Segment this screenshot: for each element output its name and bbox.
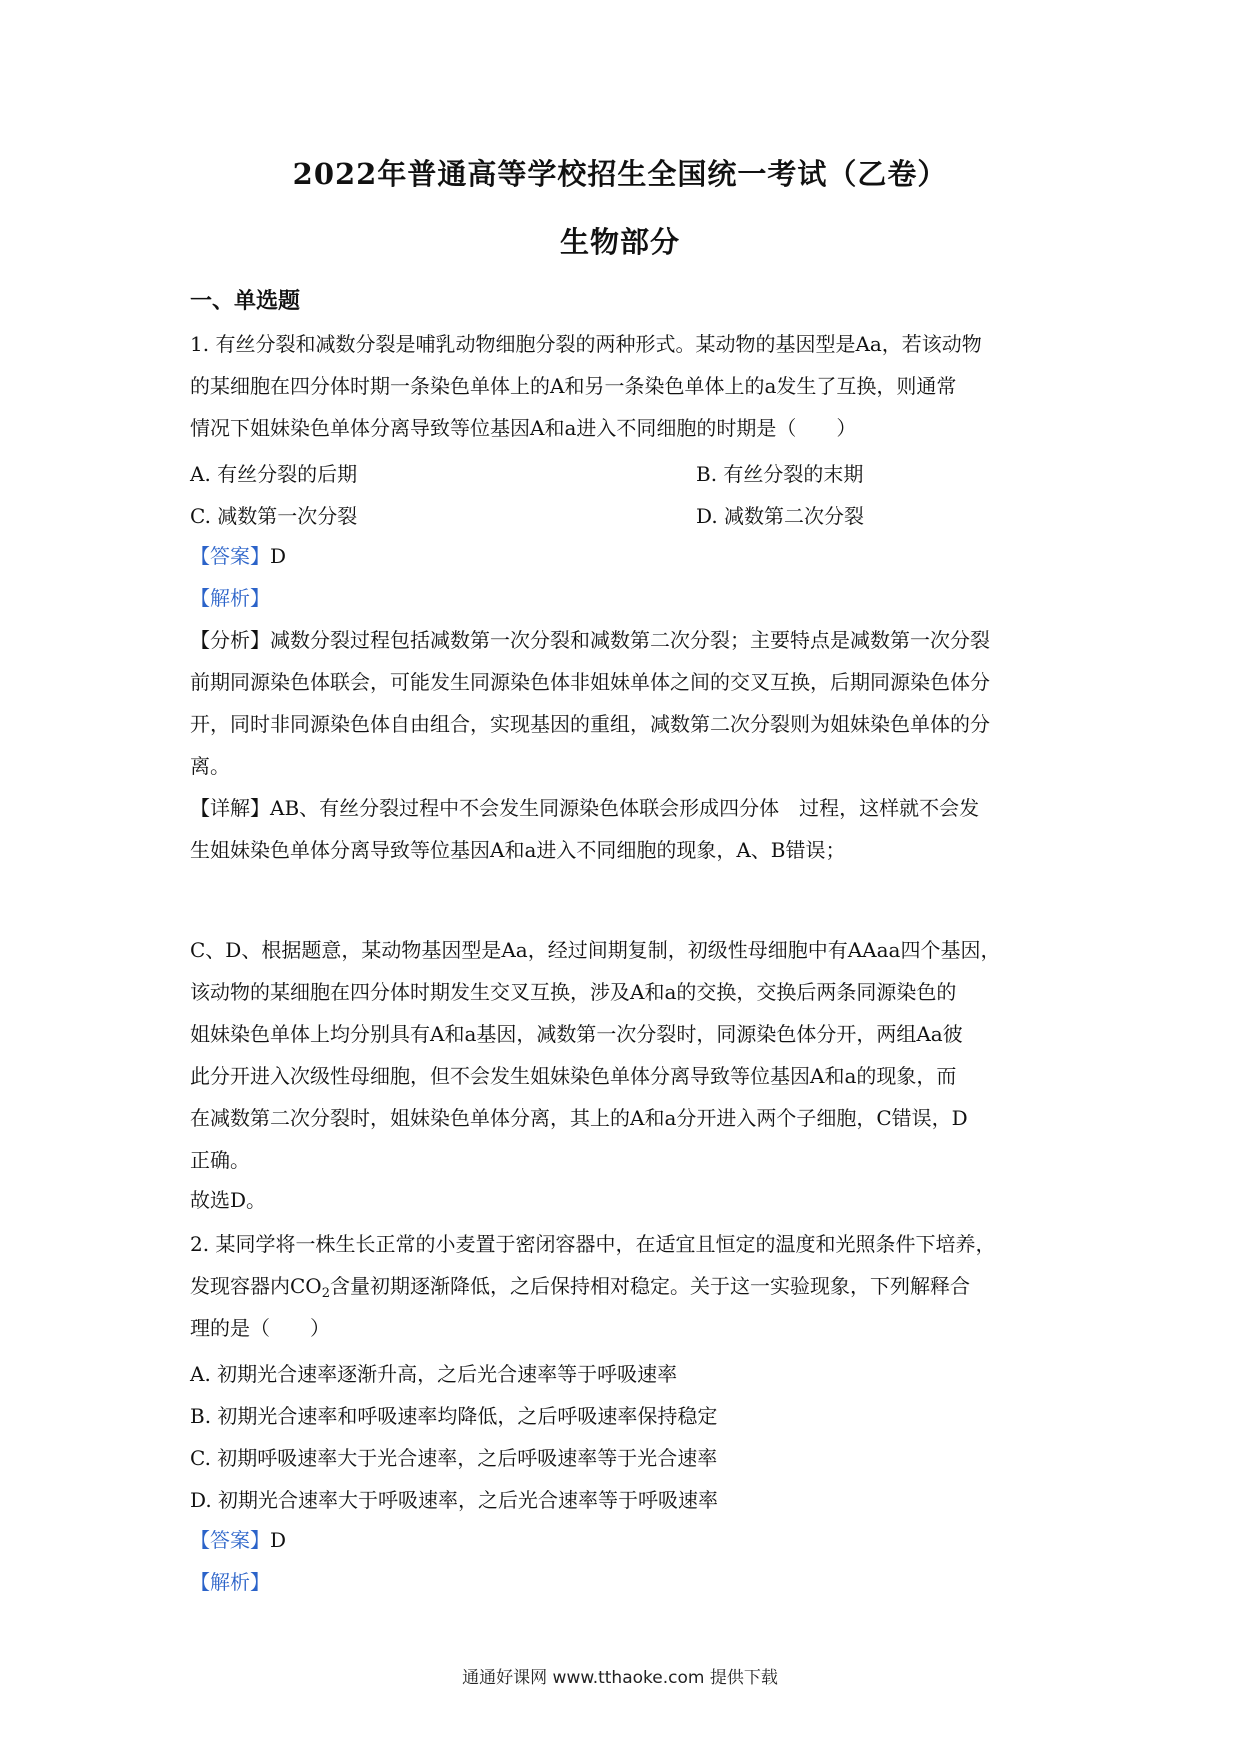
- analysis-tag: 【解析】: [190, 586, 270, 610]
- q1-conclusion: 故选D。: [190, 1188, 267, 1212]
- q2-option-a: A. 初期光合速率逐渐升高，之后光合速率等于呼吸速率: [190, 1362, 678, 1386]
- q2-stem-line-3: 理的是（ ）: [190, 1316, 330, 1340]
- q1-option-a: A. 有丝分裂的后期: [190, 462, 358, 486]
- q1-xiangjie-line-2: 生姐妹染色单体分离导致等位基因A和a进入不同细胞的现象，A、B错误；: [190, 838, 846, 862]
- q2-analysis-tag: [190, 1568, 270, 1596]
- co2-subscript: 2: [321, 1286, 330, 1301]
- q1-fenxi-line-3: 开，同时非同源染色体自由组合，实现基因的重组，减数第二次分裂则为姐妹染色单体的分: [190, 712, 990, 736]
- section-heading: 一、单选题: [190, 288, 301, 314]
- q1-fenxi-line-1: [190, 626, 990, 654]
- answer-tag: 【答案】: [190, 1528, 270, 1552]
- answer-value: D: [270, 1528, 287, 1552]
- q1-cd-line-5: 在减数第二次分裂时，姐妹染色单体分离，其上的A和a分开进入两个子细胞，C错误，D: [190, 1106, 968, 1130]
- q2-option-d: D. 初期光合速率大于呼吸速率，之后光合速率等于呼吸速率: [190, 1488, 719, 1512]
- q1-analysis-tag: [190, 584, 270, 612]
- q1-cd-line-4: 此分开进入次级性母细胞，但不会发生姐妹染色单体分离导致等位基因A和a的现象，而: [190, 1064, 957, 1088]
- q1-option-b: B. 有丝分裂的末期: [696, 462, 864, 486]
- fenxi-text: 减数分裂过程包括减数第一次分裂和减数第二次分裂；主要特点是减数第一次分裂: [270, 628, 990, 652]
- page-footer: 通通好课网 www.tthaoke.com 提供下载: [462, 1668, 778, 1688]
- exam-title: 2022年普通高等学校招生全国统一考试（乙卷）: [292, 157, 948, 191]
- q2-option-c: C. 初期呼吸速率大于光合速率，之后呼吸速率等于光合速率: [190, 1446, 718, 1470]
- q2-stem-line-2-pre: 发现容器内CO: [190, 1274, 322, 1298]
- analysis-tag: 【解析】: [190, 1570, 270, 1594]
- q1-option-c: C. 减数第一次分裂: [190, 504, 358, 528]
- q2-stem-line-2-post: 含量初期逐渐降低，之后保持相对稳定。关于这一实验现象，下列解释合: [329, 1274, 970, 1298]
- q1-fenxi-line-4: 离。: [190, 754, 230, 778]
- q1-cd-line-3: 姐妹染色单体上均分别具有A和a基因，减数第一次分裂时，同源染色体分开，两组Aa彼: [190, 1022, 963, 1046]
- q2-stem-line-1: 2. 某同学将一株生长正常的小麦置于密闭容器中，在适宜且恒定的温度和光照条件下培养，: [190, 1232, 996, 1256]
- q2-stem-line-2: [190, 1272, 970, 1308]
- q1-stem-line-3: 情况下姐妹染色单体分离导致等位基因A和a进入不同细胞的时期是（ ）: [190, 416, 857, 440]
- q1-cd-line-1: C、D、根据题意，某动物基因型是Aa，经过间期复制，初级性母细胞中有AAaa四个基因，: [190, 938, 1001, 962]
- xiangjie-tag: 【详解】: [190, 796, 270, 820]
- q2-answer: [190, 1526, 286, 1554]
- q1-answer: [190, 542, 286, 570]
- answer-tag: 【答案】: [190, 544, 270, 568]
- fenxi-tag: 【分析】: [190, 628, 270, 652]
- q1-cd-line-2: 该动物的某细胞在四分体时期发生交叉互换，涉及A和a的交换，交换后两条同源染色的: [190, 980, 957, 1004]
- q1-option-d: D. 减数第二次分裂: [696, 504, 865, 528]
- xiangjie-text: AB、有丝分裂过程中不会发生同源染色体联会形成四分体 过程，这样就不会发: [270, 796, 980, 820]
- q1-xiangjie-line-1: [190, 794, 979, 822]
- q2-option-b: B. 初期光合速率和呼吸速率均降低，之后呼吸速率保持稳定: [190, 1404, 718, 1428]
- q1-stem-line-2: 的某细胞在四分体时期一条染色单体上的A和另一条染色单体上的a发生了互换，则通常: [190, 374, 957, 398]
- q1-fenxi-line-2: 前期同源染色体联会，可能发生同源染色体非姐妹单体之间的交叉互换，后期同源染色体分: [190, 670, 990, 694]
- exam-subtitle: 生物部分: [559, 225, 680, 259]
- answer-value: D: [270, 544, 287, 568]
- q1-stem-line-1: 1. 有丝分裂和减数分裂是哺乳动物细胞分裂的两种形式。某动物的基因型是Aa，若该动物: [190, 332, 982, 356]
- q1-cd-line-6: 正确。: [190, 1148, 250, 1172]
